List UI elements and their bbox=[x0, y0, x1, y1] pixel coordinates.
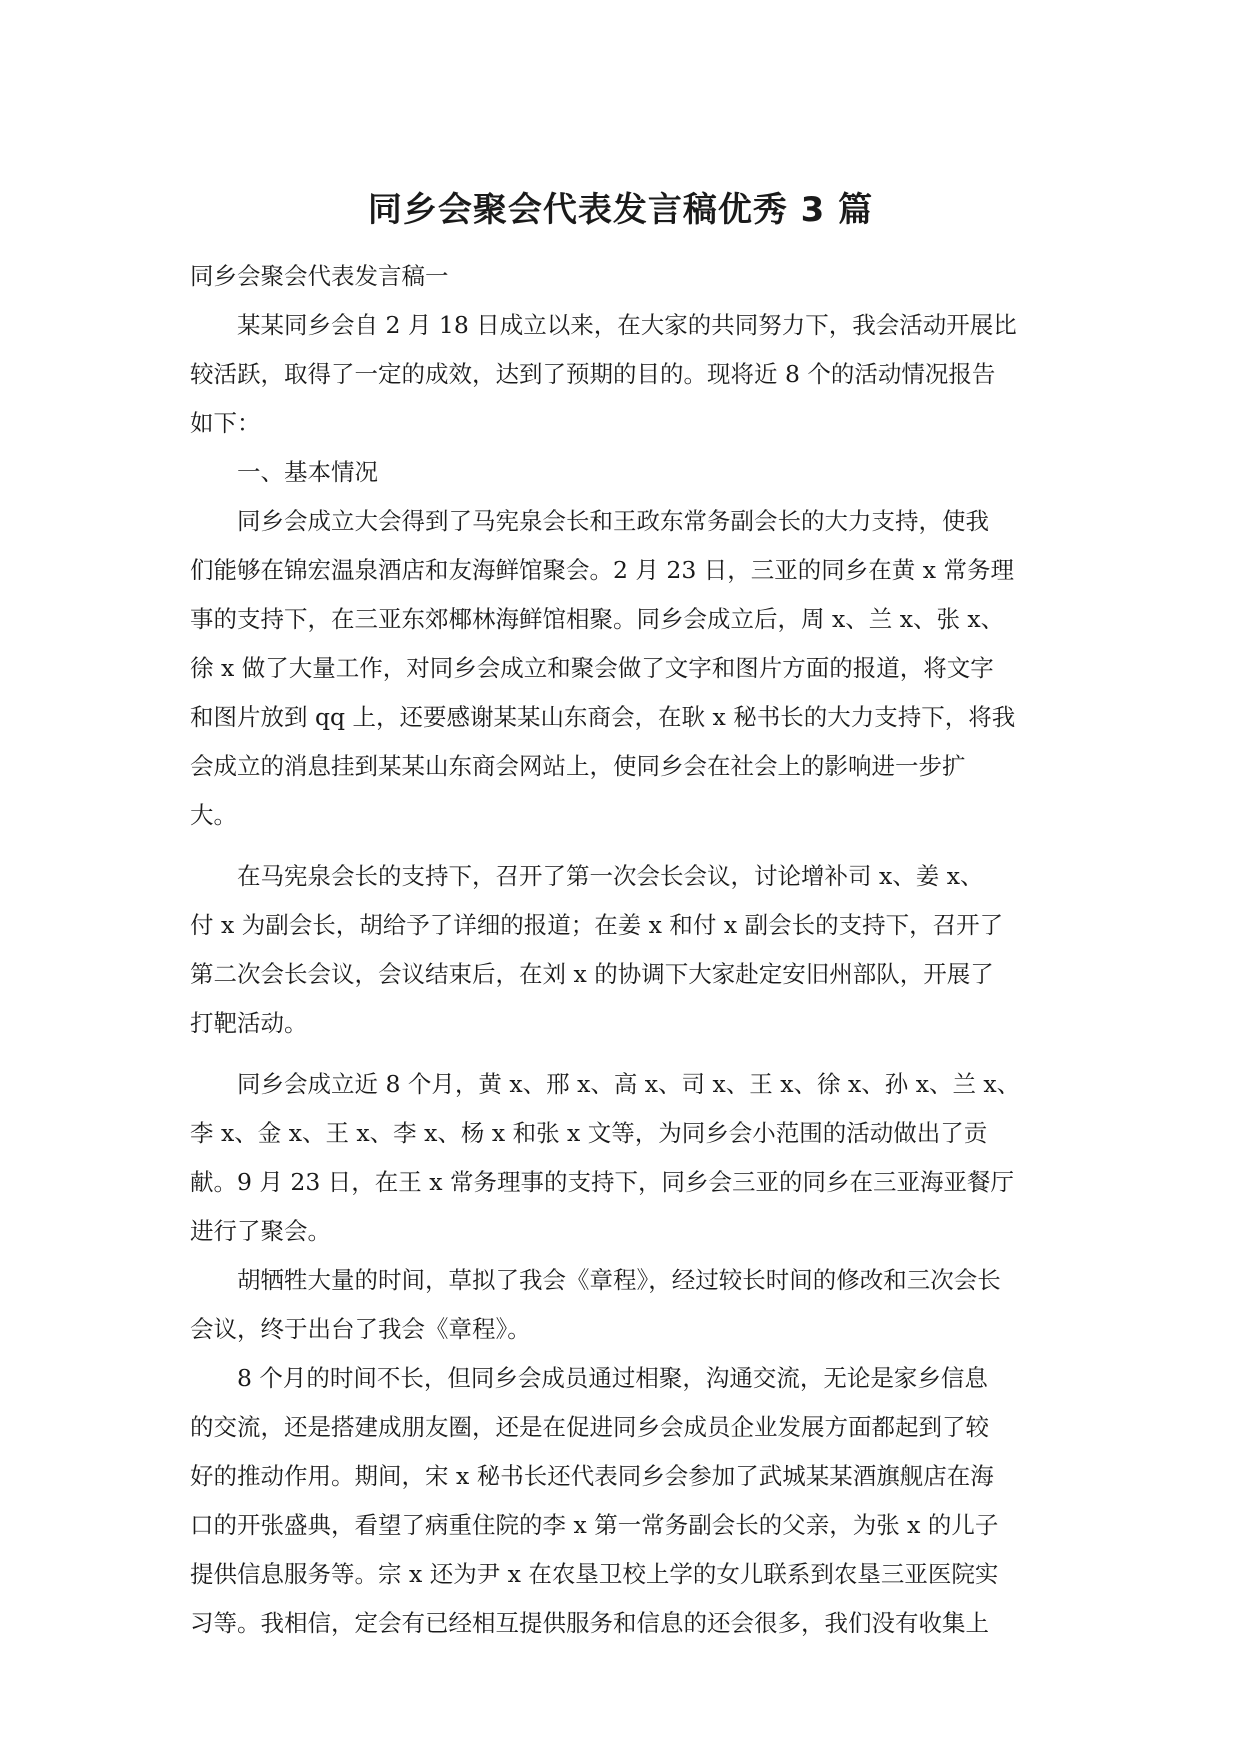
paragraph-line: 较活跃，取得了一定的成效，达到了预期的目的。现将近 8 个的活动情况报告 bbox=[190, 360, 996, 388]
paragraph-line: 8 个月的时间不长，但同乡会成员通过相聚，沟通交流，无论是家乡信息 bbox=[237, 1364, 988, 1392]
paragraph-line: 会议，终于出台了我会《章程》。 bbox=[190, 1315, 531, 1343]
paragraph-line: 第二次会长会议，会议结束后，在刘 x 的协调下大家赴定安旧州部队，开展了 bbox=[190, 960, 994, 988]
paragraph-line: 付 x 为副会长，胡给予了详细的报道；在姜 x 和付 x 副会长的支持下，召开了 bbox=[190, 911, 1004, 939]
paragraph-line: 打靶活动。 bbox=[190, 1009, 308, 1037]
paragraph-line: 献。9 月 23 日，在王 x 常务理事的支持下，同乡会三亚的同乡在三亚海亚餐厅 bbox=[190, 1168, 1014, 1196]
paragraph-line: 提供信息服务等。宗 x 还为尹 x 在农垦卫校上学的女儿联系到农垦三亚医院实 bbox=[190, 1560, 999, 1588]
paragraph-line: 同乡会成立大会得到了马宪泉会长和王政东常务副会长的大力支持，使我 bbox=[237, 507, 989, 535]
paragraph-line: 们能够在锦宏温泉酒店和友海鲜馆聚会。2 月 23 日，三亚的同乡在黄 x 常务理 bbox=[190, 556, 1014, 584]
paragraph-line: 会成立的消息挂到某某山东商会网站上，使同乡会在社会上的影响进一步扩 bbox=[190, 752, 966, 780]
section-heading: 同乡会聚会代表发言稿一 bbox=[190, 262, 449, 290]
paragraph-line: 如下： bbox=[190, 409, 261, 437]
paragraph-line: 好的推动作用。期间，宋 x 秘书长还代表同乡会参加了武城某某酒旗舰店在海 bbox=[190, 1462, 994, 1490]
paragraph-line: 事的支持下，在三亚东郊椰林海鲜馆相聚。同乡会成立后，周 x、兰 x、张 x、 bbox=[190, 605, 1005, 633]
document-title: 同乡会聚会代表发言稿优秀 3 篇 bbox=[367, 190, 874, 230]
paragraph-line: 同乡会成立近 8 个月，黄 x、邢 x、高 x、司 x、王 x、徐 x、孙 x、兰 x、 bbox=[237, 1070, 1021, 1098]
paragraph-line: 徐 x 做了大量工作，对同乡会成立和聚会做了文字和图片方面的报道，将文字 bbox=[190, 654, 994, 682]
paragraph-line: 李 x、金 x、王 x、李 x、杨 x 和张 x 文等，为同乡会小范围的活动做出了贡 bbox=[190, 1119, 988, 1147]
paragraph-line: 某某同乡会自 2 月 18 日成立以来，在大家的共同努力下，我会活动开展比 bbox=[237, 311, 1017, 339]
paragraph-line: 口的开张盛典，看望了病重住院的李 x 第一常务副会长的父亲，为张 x 的儿子 bbox=[190, 1511, 999, 1539]
subsection-heading: 一、基本情况 bbox=[237, 458, 378, 486]
paragraph-line: 胡牺牲大量的时间，草拟了我会《章程》，经过较长时间的修改和三次会长 bbox=[237, 1266, 1001, 1294]
paragraph-line: 大。 bbox=[190, 801, 237, 829]
paragraph-line: 进行了聚会。 bbox=[190, 1217, 331, 1245]
paragraph-line: 在马宪泉会长的支持下，召开了第一次会长会议，讨论增补司 x、姜 x、 bbox=[237, 862, 984, 890]
paragraph-line: 和图片放到 qq 上，还要感谢某某山东商会，在耿 x 秘书长的大力支持下，将我 bbox=[190, 703, 1016, 731]
paragraph-line: 习等。我相信，定会有已经相互提供服务和信息的还会很多，我们没有收集上 bbox=[190, 1609, 989, 1637]
document-body bbox=[190, 252, 1050, 1648]
paragraph-line: 的交流，还是搭建成朋友圈，还是在促进同乡会成员企业发展方面都起到了较 bbox=[190, 1413, 989, 1441]
